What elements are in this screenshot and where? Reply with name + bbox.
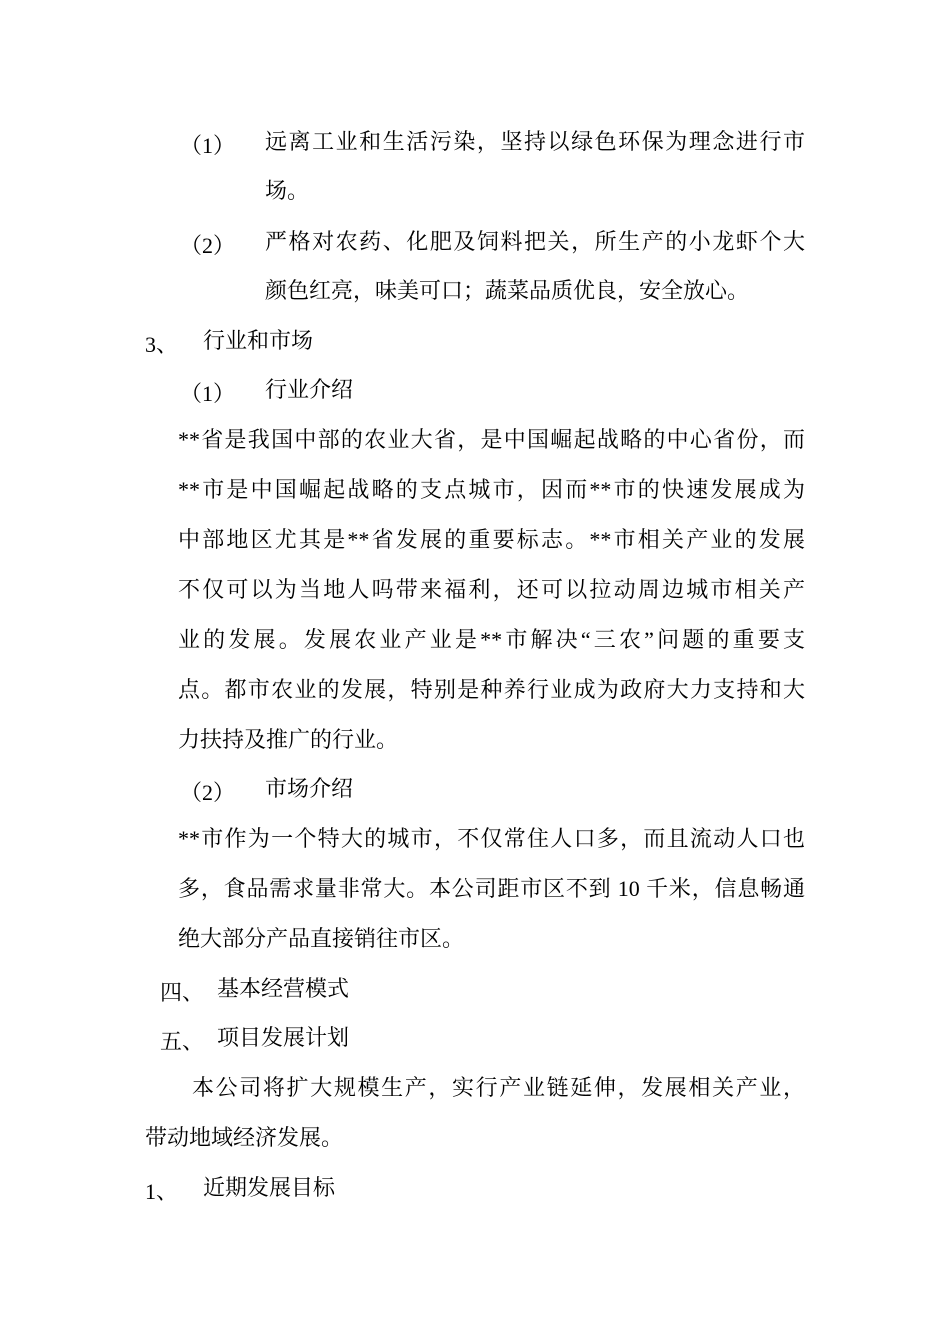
list-item-text: 严格对农药、化肥及饲料把关，所生产的小龙虾个大 — [265, 229, 805, 254]
chapter-title: 项目发展计划 — [217, 1025, 350, 1050]
subsection-marker: （1） — [180, 381, 236, 406]
paragraph-line: **市是中国崛起战略的支点城市，因而**市的快速发展成为 — [178, 477, 805, 502]
chapter-title: 基本经营模式 — [217, 976, 350, 1001]
paragraph-line: **市作为一个特大的城市，不仅常住人口多，而且流动人口也 — [178, 826, 805, 851]
subsection-marker: （2） — [180, 780, 236, 805]
section-title: 行业和市场 — [203, 328, 314, 353]
list-item-text: 场。 — [265, 178, 310, 203]
paragraph-line: 力扶持及推广的行业。 — [178, 727, 399, 752]
paragraph-line: 多，食品需求量非常大。本公司距市区不到 10 千米，信息畅通 — [178, 876, 805, 901]
list-item-text: 颜色红亮，味美可口；蔬菜品质优良，安全放心。 — [265, 278, 750, 303]
paragraph-line: 本公司将扩大规模生产，实行产业链延伸，发展相关产业， — [192, 1075, 805, 1100]
section-marker: 1、 — [145, 1179, 179, 1204]
list-marker: （1） — [180, 133, 236, 158]
paragraph-line: 带动地域经济发展。 — [145, 1125, 344, 1150]
paragraph-line: 点。都市农业的发展，特别是种养行业成为政府大力支持和大 — [178, 677, 805, 702]
paragraph-line: 绝大部分产品直接销往市区。 — [178, 926, 465, 951]
chapter-marker: 五、 — [160, 1029, 205, 1054]
paragraph-line: 中部地区尤其是**省发展的重要标志。**市相关产业的发展 — [178, 527, 805, 552]
list-marker: （2） — [180, 233, 236, 258]
section-title: 近期发展目标 — [203, 1175, 336, 1200]
paragraph-line: 业的发展。发展农业产业是**市解决“三农”问题的重要支 — [178, 627, 805, 652]
list-item-text: 远离工业和生活污染，坚持以绿色环保为理念进行市 — [265, 129, 805, 154]
paragraph-line: 不仅可以为当地人吗带来福利，还可以拉动周边城市相关产 — [178, 577, 805, 602]
paragraph-line: **省是我国中部的农业大省，是中国崛起战略的中心省份，而 — [178, 427, 805, 452]
section-marker: 3、 — [145, 332, 179, 357]
chapter-marker: 四、 — [160, 980, 205, 1005]
subsection-title: 行业介绍 — [265, 377, 354, 402]
subsection-title: 市场介绍 — [265, 776, 354, 801]
